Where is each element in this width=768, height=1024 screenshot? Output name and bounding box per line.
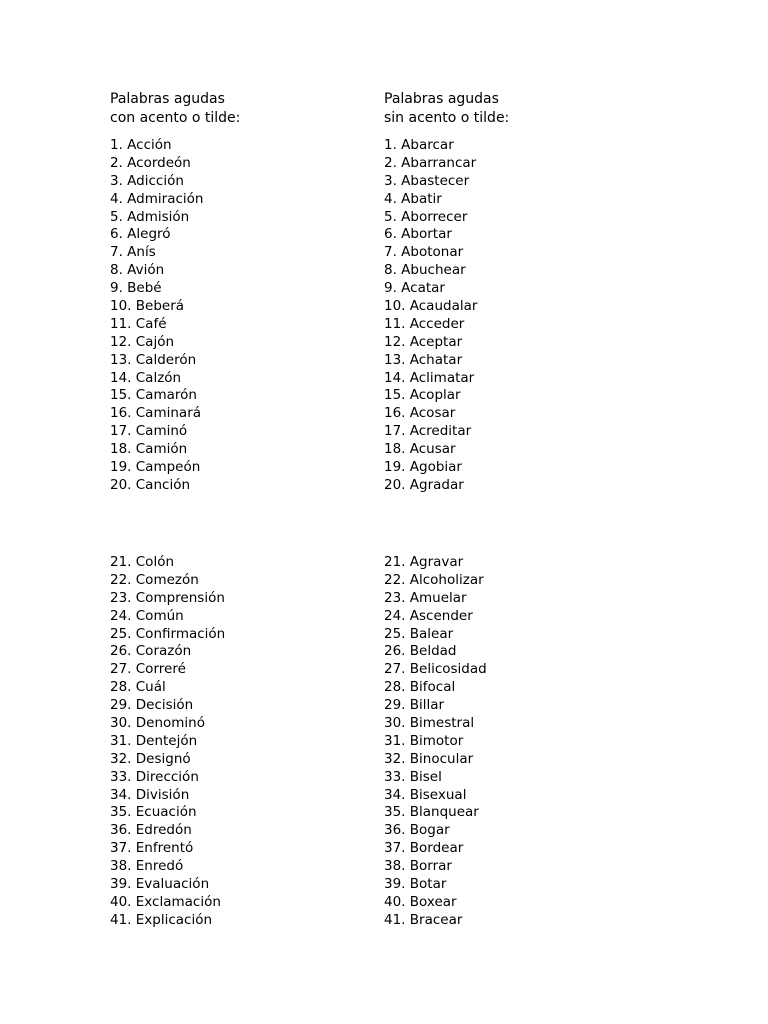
list-item: 28. Cuál — [110, 679, 166, 696]
list-item: 24. Común — [110, 607, 184, 624]
list-item: 39. Evaluación — [110, 876, 210, 893]
list-item: 12. Cajón — [110, 333, 175, 350]
list-item: 5. Admisión — [110, 208, 190, 225]
list-item: 1. Acción — [110, 137, 172, 153]
list-item: 37. Bordear — [384, 840, 464, 857]
list-item: 26. Corazón — [110, 643, 192, 660]
list-item: 17. Acreditar — [384, 423, 472, 440]
list-item: 41. Explicación — [110, 911, 213, 928]
list-item: 19. Campeón — [110, 459, 201, 476]
list-item: 3. Abastecer — [384, 172, 470, 189]
list-item: 22. Comezón — [110, 571, 199, 588]
list-item: 7. Abotonar — [384, 244, 464, 261]
list-item: 2. Abarrancar — [384, 154, 477, 171]
list-item: 28. Bifocal — [384, 679, 456, 696]
word-list-group-2 — [384, 554, 487, 930]
list-item: 32. Binocular — [384, 750, 474, 767]
list-item: 6. Alegró — [110, 226, 171, 243]
list-item: 36. Edredón — [110, 822, 192, 839]
list-item: 13. Calderón — [110, 351, 197, 368]
list-item: 10. Acaudalar — [384, 298, 478, 315]
list-item: 18. Camión — [110, 441, 188, 458]
heading-line-1: Palabras agudas — [384, 91, 499, 107]
list-item: 15. Acoplar — [384, 387, 461, 404]
list-item: 9. Bebé — [110, 280, 162, 297]
list-item: 35. Blanquear — [384, 804, 479, 821]
list-item: 4. Abatir — [384, 190, 442, 207]
word-list-group-1 — [110, 137, 203, 495]
list-item: 16. Caminará — [110, 405, 202, 422]
list-item: 18. Acusar — [384, 441, 456, 458]
list-item: 41. Bracear — [384, 911, 463, 928]
list-item: 31. Dentejón — [110, 732, 198, 749]
list-item: 21. Colón — [110, 554, 175, 570]
list-item: 3. Adicción — [110, 172, 184, 189]
list-item: 30. Denominó — [110, 715, 205, 732]
list-item: 15. Camarón — [110, 387, 197, 404]
list-item: 4. Admiración — [110, 190, 204, 207]
list-item: 21. Agravar — [384, 554, 464, 570]
heading-line-2: con acento o tilde: — [110, 109, 241, 126]
list-item: 26. Beldad — [384, 643, 457, 660]
list-item: 25. Confirmación — [110, 625, 226, 642]
heading-line-2: sin acento o tilde: — [384, 109, 510, 126]
list-item: 20. Agradar — [384, 476, 464, 493]
list-item: 29. Decisión — [110, 697, 194, 714]
list-item: 29. Billar — [384, 697, 445, 714]
heading-line-1: Palabras agudas — [110, 91, 225, 107]
list-item: 40. Exclamación — [110, 893, 221, 910]
list-item: 14. Calzón — [110, 369, 182, 386]
list-item: 27. Belicosidad — [384, 661, 487, 678]
list-item: 30. Bimestral — [384, 715, 475, 732]
list-item: 38. Enredó — [110, 858, 184, 875]
list-item: 22. Alcoholizar — [384, 571, 484, 588]
list-item: 23. Amuelar — [384, 589, 467, 606]
list-item: 16. Acosar — [384, 405, 456, 422]
list-item: 39. Botar — [384, 876, 447, 893]
list-item: 13. Achatar — [384, 351, 463, 368]
list-item: 33. Bisel — [384, 768, 442, 785]
list-item: 11. Acceder — [384, 315, 465, 332]
list-item: 34. Bisexual — [384, 786, 467, 803]
list-item: 24. Ascender — [384, 607, 473, 624]
column-heading — [110, 90, 240, 127]
list-item: 11. Café — [110, 315, 167, 332]
list-item: 35. Ecuación — [110, 804, 197, 821]
list-item: 9. Acatar — [384, 280, 445, 297]
list-item: 38. Borrar — [384, 858, 452, 875]
list-item: 2. Acordeón — [110, 154, 191, 171]
list-item: 34. División — [110, 786, 190, 803]
list-item: 40. Boxear — [384, 893, 457, 910]
list-item: 8. Abuchear — [384, 262, 466, 279]
list-item: 10. Beberá — [110, 298, 185, 315]
list-item: 5. Aborrecer — [384, 208, 468, 225]
list-item: 37. Enfrentó — [110, 840, 194, 857]
list-item: 14. Aclimatar — [384, 369, 475, 386]
list-item: 25. Balear — [384, 625, 454, 642]
list-item: 8. Avión — [110, 262, 165, 279]
list-item: 32. Designó — [110, 750, 191, 767]
list-item: 31. Bimotor — [384, 732, 464, 749]
word-list-group-2 — [110, 554, 225, 930]
list-item: 23. Comprensión — [110, 589, 225, 606]
list-item: 7. Anís — [110, 244, 156, 261]
list-item: 27. Correré — [110, 661, 186, 678]
list-item: 36. Bogar — [384, 822, 450, 839]
list-item: 1. Abarcar — [384, 137, 454, 153]
list-item: 33. Dirección — [110, 768, 199, 785]
word-list-group-1 — [384, 137, 477, 495]
list-item: 19. Agobiar — [384, 459, 462, 476]
list-item: 20. Canción — [110, 476, 191, 493]
list-item: 12. Aceptar — [384, 333, 463, 350]
column-heading — [384, 90, 509, 127]
list-item: 6. Abortar — [384, 226, 452, 243]
list-item: 17. Caminó — [110, 423, 188, 440]
